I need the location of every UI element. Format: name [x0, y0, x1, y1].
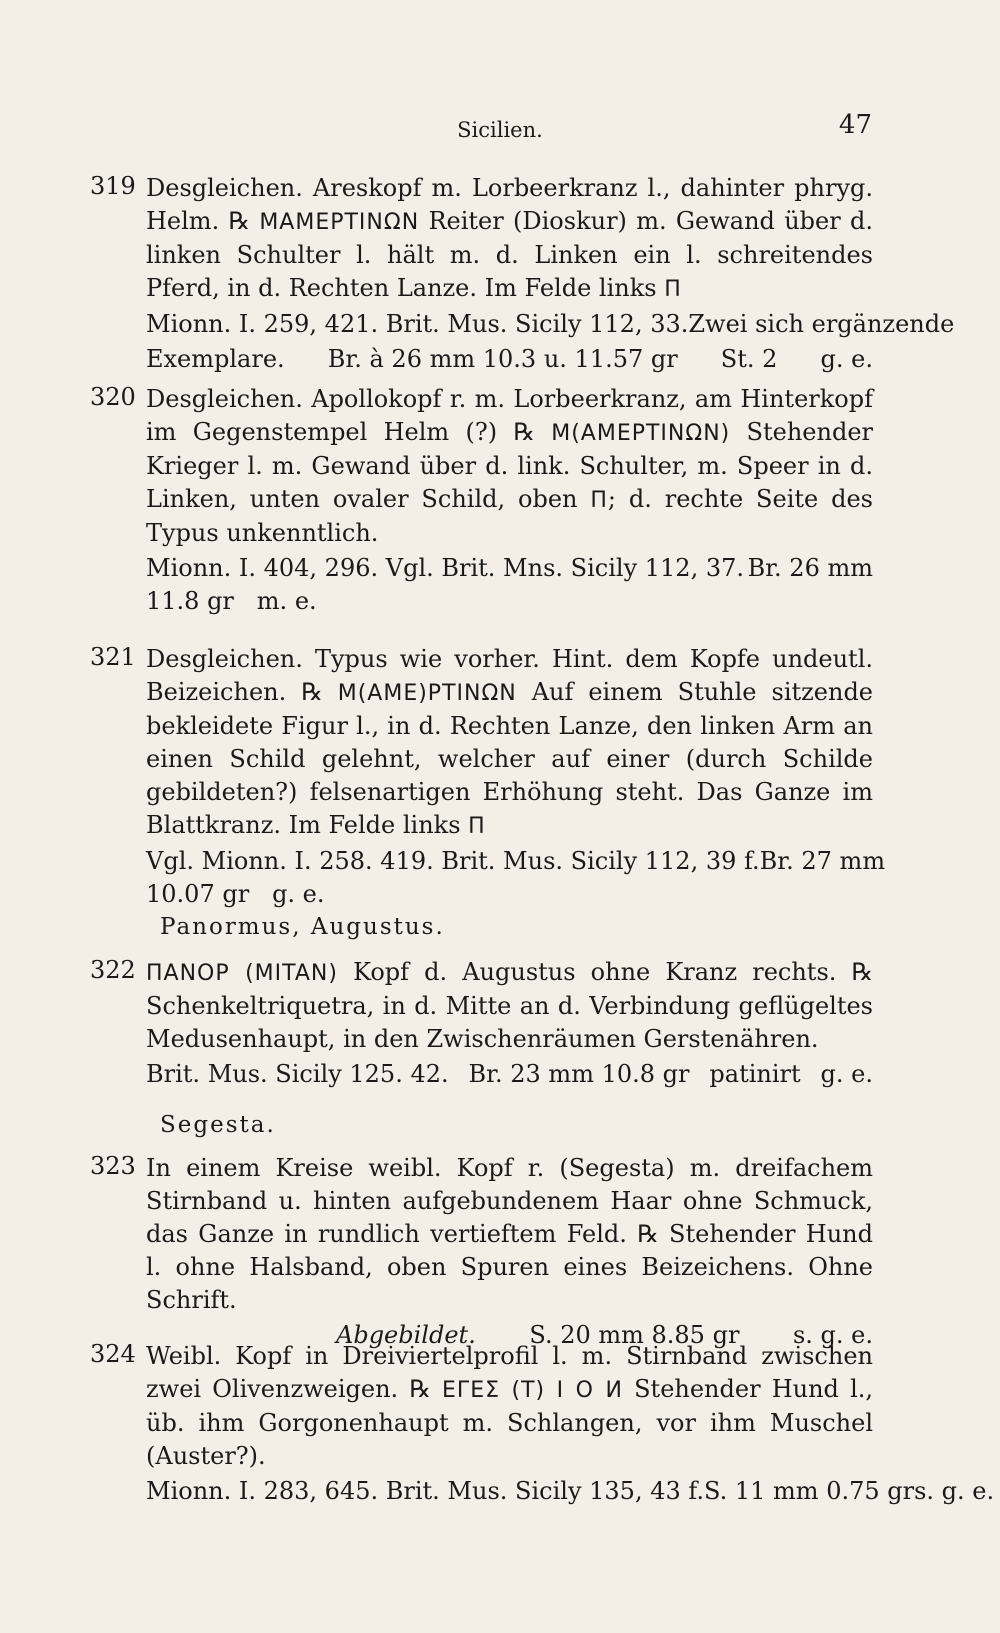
ref-text: patinirt: [709, 1060, 801, 1088]
description-text: ; d. rechte Seite des Typus unkenntlich.: [146, 485, 873, 547]
description-text: Reiter (Dioskur) m. Gewand über d. linken Schulter l. hält m. d. Linken ein l. schreitendes Pferd, in d. Rechten Lanze. Im Felde links: [146, 207, 873, 302]
reference-line: [146, 845, 886, 878]
ref-text: Br. 23 mm 10.8 gr: [468, 1060, 690, 1088]
entry-description: [146, 1152, 873, 1317]
ref-text: Br. 26 mm: [747, 554, 873, 582]
catalog-entry-319: [90, 172, 955, 376]
greek-legend: M(AMEPTINΩN): [551, 421, 731, 446]
monogram-symbol: Π: [664, 277, 682, 302]
ref-text: Br. à 26 mm 10.3 u. 11.57 gr: [327, 345, 678, 373]
reference-line: [146, 552, 873, 585]
entry-number: 322: [90, 956, 136, 984]
ref-text: Mionn. I. 259, 421. Brit. Mus. Sicily 112, 33.: [146, 310, 689, 338]
ref-text: s. g. e.: [914, 1477, 995, 1505]
monogram-symbol: Π: [468, 814, 486, 839]
ref-text: Abgebildet.: [336, 1321, 476, 1349]
ref-text: Brit. Mus. Sicily 125. 42.: [146, 1060, 449, 1088]
reference-line: [146, 1475, 995, 1508]
ref-text: s. g. e.: [792, 1321, 873, 1349]
reference-line: [146, 308, 955, 341]
catalog-entry-321: [90, 643, 886, 911]
entry-number: 320: [90, 383, 136, 411]
page-number: 47: [838, 110, 872, 140]
monogram-symbol: Π: [590, 488, 608, 513]
entry-description: [146, 643, 873, 843]
catalog-entry-324: [90, 1340, 995, 1508]
ref-text: S. 11 mm 0.75 gr: [704, 1477, 915, 1505]
description-text: Kopf d. Augustus ohne Kranz rechts. ℞ Schenkeltriquetra, in d. Mitte an d. Verbindung geflügeltes Medusenhaupt, in den Zwischenräumen Gerstenähren.: [146, 958, 873, 1053]
ref-text: Mionn. I. 404, 296. Vgl. Brit. Mns. Sicily 112, 37.: [146, 554, 744, 582]
greek-legend: ΠANOP (MITAN): [146, 961, 338, 986]
ref-text: S. 20 mm 8.85 gr: [529, 1321, 740, 1349]
description-text: In einem Kreise weibl. Kopf r. (Segesta) m. dreifachem Stirnband u. hinten aufgebundenem Haar ohne Schmuck, das Ganze in rundlich vertieftem Feld. ℞ Stehender Hund l. ohne Halsband, oben Spuren eines Beizeichens. Ohne Schrift.: [146, 1154, 873, 1314]
ref-text: g. e.: [272, 880, 325, 908]
ref-text: St. 2: [720, 345, 778, 373]
description-text: Weibl. Kopf in Dreiviertelprofil l. m. Stirnband zwischen zwei Olivenzweigen. ℞: [146, 1342, 873, 1403]
reference-line: [146, 343, 873, 376]
ref-text: g. e.: [820, 1060, 873, 1088]
entry-description: [146, 172, 873, 306]
section-heading-segesta: Segesta.: [160, 1112, 276, 1138]
reference-line: [146, 1058, 873, 1091]
entry-number: 324: [90, 1340, 136, 1368]
entry-description: [146, 956, 873, 1056]
description-text: Stehender Hund l., üb. ihm Gorgonenhaupt m. Schlangen, vor ihm Muschel (Auster?).: [146, 1375, 874, 1470]
greek-legend: M(AME)PTINΩN: [337, 681, 517, 706]
reference-line: [146, 585, 873, 618]
ref-text: Zwei sich ergänzende: [688, 310, 955, 338]
description-text: Stehender Krieger l. m. Gewand über d. link. Schulter, m. Speer in d. Linken, unten ovaler Schild, oben: [146, 418, 873, 513]
reference-line: [146, 878, 873, 911]
description-text: Desgleichen. Typus wie vorher. Hint. dem Kopfe undeutl. Beizeichen. ℞: [146, 645, 873, 706]
greek-legend: MAMEPTINΩN: [259, 210, 420, 235]
ref-text: g. e.: [820, 345, 873, 373]
catalog-entry-323: [90, 1152, 873, 1352]
description-text: Desgleichen. Apollokopf r. m. Lorbeerkranz, am Hinterkopf im Gegenstempel Helm (?) ℞: [146, 385, 873, 446]
entry-number: 319: [90, 172, 136, 200]
ref-text: 11.8 gr: [146, 587, 234, 615]
ref-text: Br. 27 mm: [759, 847, 886, 875]
ref-text: 10.07 gr: [146, 880, 250, 908]
section-heading-panormus: Panormus, Augustus.: [160, 914, 445, 940]
entry-description: [146, 1340, 873, 1473]
catalog-entry-320: [90, 383, 873, 618]
ref-text: m. e.: [256, 587, 317, 615]
entry-description: [146, 383, 873, 550]
ref-text: Vgl. Mionn. I. 258. 419. Brit. Mus. Sicily 112, 39 f.: [146, 847, 760, 875]
description-text: Auf einem Stuhle sitzende bekleidete Figur l., in d. Rechten Lanze, den linken Arm an einen Schild gelehnt, welcher auf einer (durch Schilde gebildeten?) felsenartigen Erhöhung steht. Das Ganze im Blattkranz. Im Felde links: [146, 678, 874, 839]
entry-number: 321: [90, 643, 136, 671]
running-header: Sicilien.: [457, 118, 543, 142]
ref-text: Exemplare.: [146, 345, 285, 373]
entry-number: 323: [90, 1152, 136, 1180]
ref-text: Mionn. I. 283, 645. Brit. Mus. Sicily 135, 43 f.: [146, 1477, 705, 1505]
catalog-entry-322: [90, 956, 873, 1091]
description-text: Desgleichen. Areskopf m. Lorbeerkranz l., dahinter phryg. Helm. ℞: [146, 174, 873, 235]
greek-legend: EΓEΣ (T) I O И: [442, 1378, 623, 1403]
